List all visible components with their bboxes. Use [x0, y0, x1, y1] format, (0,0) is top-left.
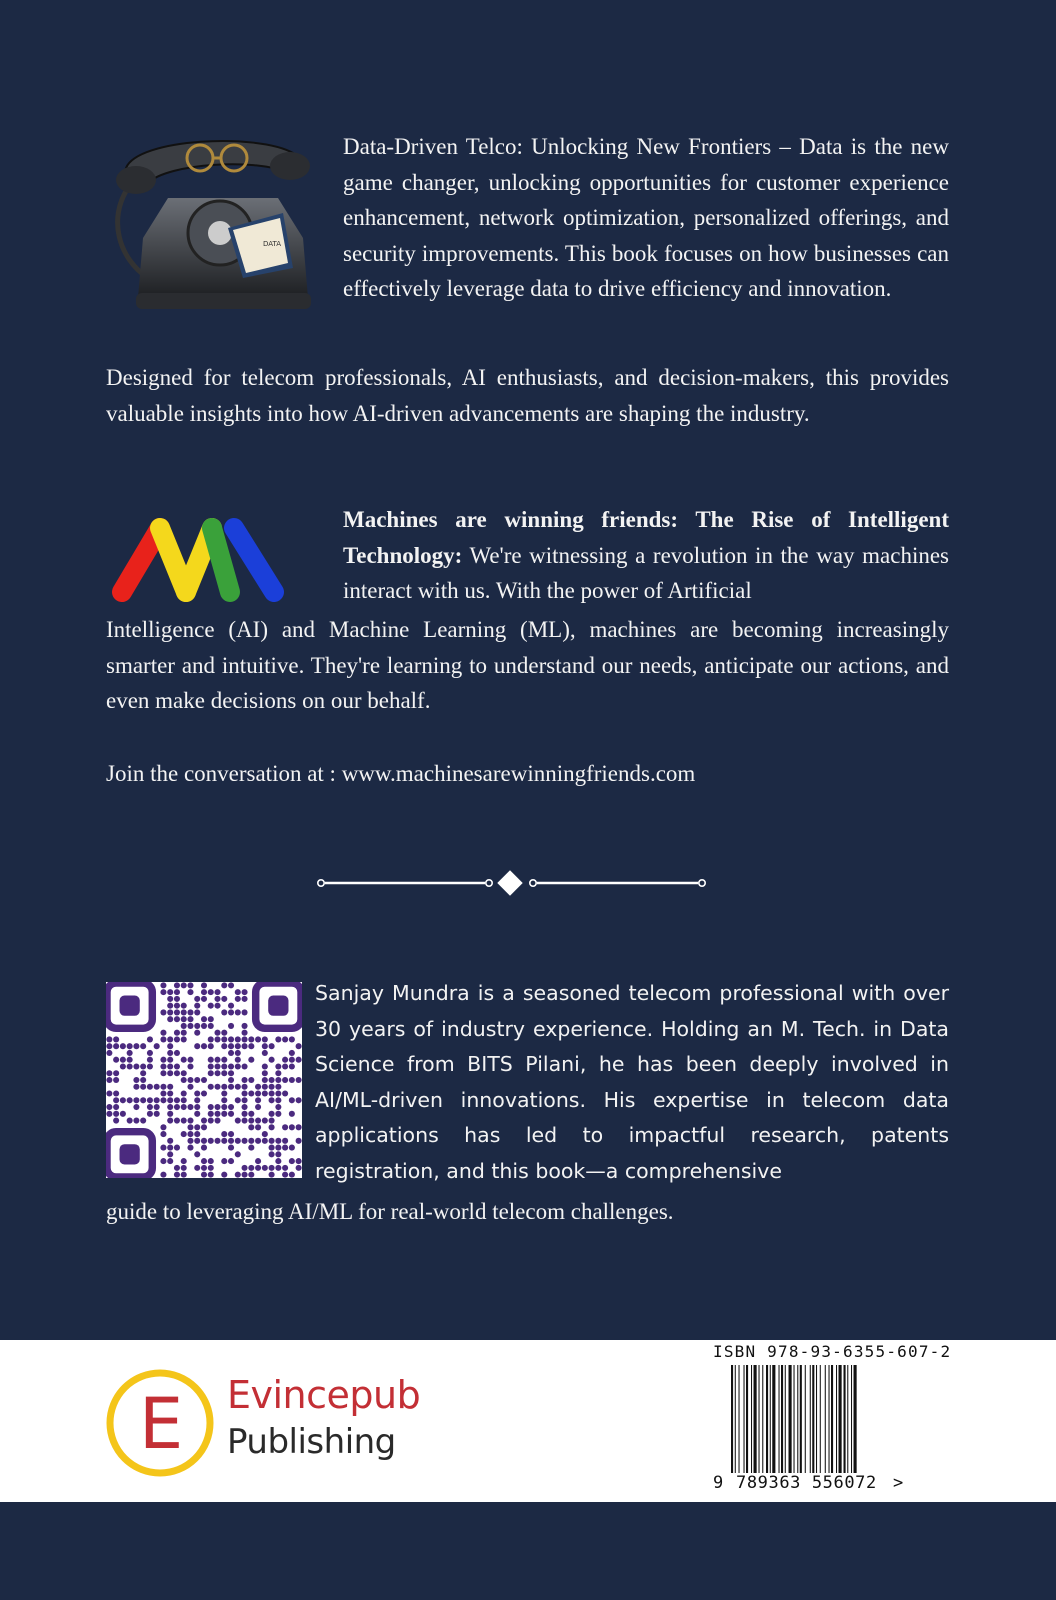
qr-pattern	[106, 982, 302, 1178]
logo-letter: E	[139, 1383, 184, 1465]
machines-paragraph	[343, 502, 949, 609]
isbn-label: ISBN 978-93-6355-607-2	[713, 1342, 952, 1361]
author-bio: Sanjay Mundra is a seasoned telecom professional with over 30 years of industry experience. Holding an M. Tech. in Data Science from BITS Pilani, he has been deeply involved in AI/ML-driven innovations. His expertise in telecom data applications has led to impactful research, patents registration, and this book—a comprehensive	[315, 981, 949, 1183]
intro-paragraph: Data-Driven Telco: Unlocking New Frontiers – Data is the new game changer, unlocking opportunities for customer experience enhancement, network optimization, personalized offerings, and security improvements. This book focuses on how businesses can effectively leverage data to drive efficiency and innovation.	[343, 134, 949, 301]
qr-code[interactable]	[106, 982, 302, 1178]
publisher-subtitle: Publishing	[227, 1422, 396, 1462]
machines-heading: Machines are winning friends: The Rise of Intelligent Technology:	[343, 507, 949, 568]
vintage-phone-illustration	[108, 128, 318, 324]
publisher-name: Evincepub	[227, 1373, 421, 1417]
machines-text-end: Intelligence (AI) and Machine Learning (ML), machines are becoming increasingly smarter and intuitive. They're learning to understand our needs, anticipate our actions, and even make decisions on our behalf.	[106, 617, 949, 713]
evincepub-logo	[105, 1368, 215, 1478]
author-bio-end: guide to leveraging AI/ML for real-world telecom challenges.	[106, 1199, 674, 1224]
barcode-digits: 789363 556072	[736, 1473, 877, 1493]
barcode-arrow: >	[893, 1473, 904, 1493]
book-label: DATA	[263, 240, 282, 248]
m-logo	[108, 510, 288, 610]
join-conversation-text: Join the conversation at : www.machinesarewinningfriends.com	[106, 761, 696, 786]
ornament-divider	[315, 870, 710, 896]
barcode-first-digit: 9	[713, 1473, 724, 1493]
audience-paragraph: Designed for telecom professionals, AI enthusiasts, and decision-makers, this provides valuable insights into how AI-driven advancements are shaping the industry.	[106, 365, 949, 426]
machines-text-start: We're witnessing a revolution in the way machines interact with us. With the power of Artificial	[343, 542, 949, 603]
barcode	[731, 1365, 891, 1473]
